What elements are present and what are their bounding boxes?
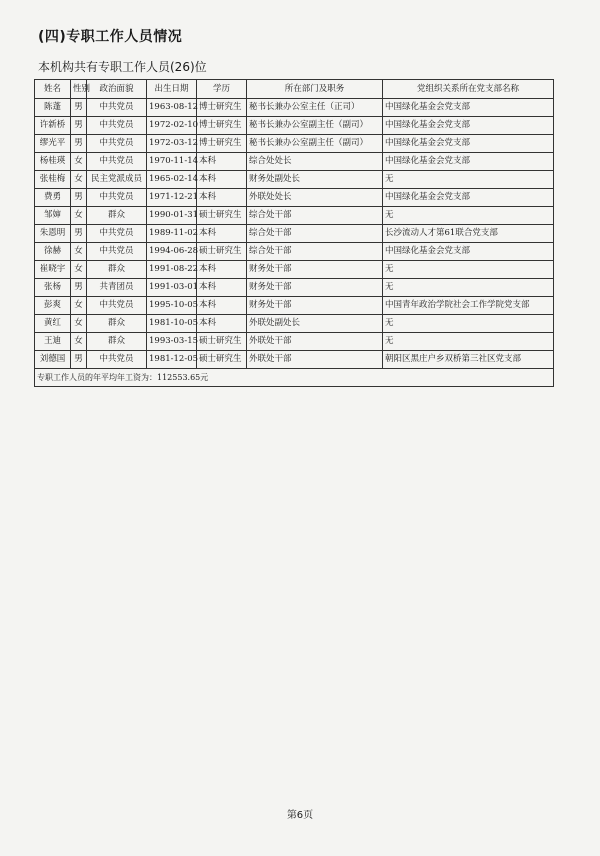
cell-name: 费勇	[35, 189, 71, 207]
cell-birth-date: 1972-03-12	[147, 135, 197, 153]
cell-position: 外联处干部	[247, 333, 383, 351]
table-row	[35, 207, 554, 225]
cell-birth-date: 1970-11-14	[147, 153, 197, 171]
cell-position: 财务处副处长	[247, 171, 383, 189]
cell-education: 本科	[197, 171, 247, 189]
table-footer-row	[35, 369, 554, 387]
cell-gender: 男	[71, 99, 87, 117]
table-row	[35, 225, 554, 243]
cell-gender: 男	[71, 225, 87, 243]
cell-gender: 男	[71, 351, 87, 369]
cell-party-branch: 中国绿化基金会党支部	[383, 189, 554, 207]
header-position: 所在部门及职务	[247, 80, 383, 99]
cell-gender: 女	[71, 297, 87, 315]
cell-name: 缪光平	[35, 135, 71, 153]
cell-political: 群众	[87, 207, 147, 225]
header-gender: 性别	[71, 80, 87, 99]
header-name: 姓名	[35, 80, 71, 99]
staff-table	[34, 79, 554, 387]
cell-education: 本科	[197, 297, 247, 315]
cell-education: 博士研究生	[197, 99, 247, 117]
cell-birth-date: 1972-02-10	[147, 117, 197, 135]
cell-name: 崔晓宇	[35, 261, 71, 279]
cell-party-branch: 无	[383, 279, 554, 297]
table-row	[35, 135, 554, 153]
cell-name: 张桂梅	[35, 171, 71, 189]
cell-gender: 男	[71, 279, 87, 297]
cell-birth-date: 1991-03-01	[147, 279, 197, 297]
cell-gender: 女	[71, 261, 87, 279]
section-title: (四)专职工作人员情况	[38, 29, 183, 45]
cell-name: 王迪	[35, 333, 71, 351]
cell-gender: 女	[71, 333, 87, 351]
cell-gender: 男	[71, 189, 87, 207]
cell-political: 共青团员	[87, 279, 147, 297]
cell-party-branch: 中国绿化基金会党支部	[383, 153, 554, 171]
cell-political: 群众	[87, 315, 147, 333]
cell-name: 陈蓬	[35, 99, 71, 117]
cell-political: 中共党员	[87, 243, 147, 261]
cell-position: 秘书长兼办公室副主任（副司）	[247, 135, 383, 153]
cell-party-branch: 无	[383, 207, 554, 225]
cell-party-branch: 中国绿化基金会党支部	[383, 243, 554, 261]
table-row	[35, 261, 554, 279]
cell-political: 中共党员	[87, 135, 147, 153]
table-row	[35, 99, 554, 117]
cell-gender: 男	[71, 135, 87, 153]
cell-name: 黄红	[35, 315, 71, 333]
cell-position: 财务处干部	[247, 297, 383, 315]
cell-party-branch: 中国绿化基金会党支部	[383, 135, 554, 153]
cell-education: 本科	[197, 279, 247, 297]
header-education: 学历	[197, 80, 247, 99]
cell-party-branch: 无	[383, 315, 554, 333]
cell-party-branch: 无	[383, 333, 554, 351]
cell-education: 硕士研究生	[197, 351, 247, 369]
table-row	[35, 351, 554, 369]
cell-political: 中共党员	[87, 351, 147, 369]
cell-education: 硕士研究生	[197, 207, 247, 225]
cell-name: 彭爽	[35, 297, 71, 315]
cell-party-branch: 无	[383, 261, 554, 279]
cell-political: 中共党员	[87, 153, 147, 171]
cell-gender: 女	[71, 153, 87, 171]
cell-birth-date: 1994-06-28	[147, 243, 197, 261]
cell-birth-date: 1963-08-12	[147, 99, 197, 117]
cell-political: 中共党员	[87, 225, 147, 243]
cell-name: 张杨	[35, 279, 71, 297]
cell-political: 群众	[87, 261, 147, 279]
cell-name: 许新桥	[35, 117, 71, 135]
table-row	[35, 171, 554, 189]
cell-name: 朱恩明	[35, 225, 71, 243]
cell-gender: 男	[71, 117, 87, 135]
cell-birth-date: 1991-08-22	[147, 261, 197, 279]
cell-education: 本科	[197, 315, 247, 333]
cell-name: 邹婶	[35, 207, 71, 225]
cell-birth-date: 1995-10-05	[147, 297, 197, 315]
cell-birth-date: 1993-03-15	[147, 333, 197, 351]
cell-position: 外联处干部	[247, 351, 383, 369]
cell-position: 综合处处长	[247, 153, 383, 171]
cell-political: 中共党员	[87, 99, 147, 117]
table-row	[35, 189, 554, 207]
header-party-branch: 党组织关系所在党支部名称	[383, 80, 554, 99]
cell-gender: 女	[71, 171, 87, 189]
cell-gender: 女	[71, 243, 87, 261]
cell-birth-date: 1981-12-05	[147, 351, 197, 369]
cell-position: 综合处干部	[247, 207, 383, 225]
cell-party-branch: 无	[383, 171, 554, 189]
cell-birth-date: 1971-12-21	[147, 189, 197, 207]
table-body	[35, 99, 554, 369]
cell-party-branch: 中国青年政治学院社会工作学院党支部	[383, 297, 554, 315]
cell-gender: 女	[71, 207, 87, 225]
cell-political: 中共党员	[87, 189, 147, 207]
cell-position: 秘书长兼办公室副主任（副司）	[247, 117, 383, 135]
cell-birth-date: 1981-10-05	[147, 315, 197, 333]
cell-political: 群众	[87, 333, 147, 351]
cell-political: 民主党派成员	[87, 171, 147, 189]
cell-gender: 女	[71, 315, 87, 333]
cell-position: 外联处处长	[247, 189, 383, 207]
cell-birth-date: 1990-01-31	[147, 207, 197, 225]
cell-birth-date: 1989-11-02	[147, 225, 197, 243]
cell-political: 中共党员	[87, 297, 147, 315]
cell-position: 外联处副处长	[247, 315, 383, 333]
table-header-row	[35, 80, 554, 99]
table-row	[35, 333, 554, 351]
cell-position: 财务处干部	[247, 261, 383, 279]
table-row	[35, 279, 554, 297]
table-row	[35, 297, 554, 315]
cell-party-branch: 长沙流动人才第61联合党支部	[383, 225, 554, 243]
cell-position: 综合处干部	[247, 243, 383, 261]
cell-education: 本科	[197, 225, 247, 243]
table-row	[35, 153, 554, 171]
header-political: 政治面貌	[87, 80, 147, 99]
table-row	[35, 117, 554, 135]
header-birth-date: 出生日期	[147, 80, 197, 99]
cell-birth-date: 1965-02-14	[147, 171, 197, 189]
average-salary-note: 专职工作人员的年平均年工资为：112553.65元	[35, 369, 554, 387]
cell-education: 博士研究生	[197, 135, 247, 153]
cell-name: 徐赫	[35, 243, 71, 261]
table-row	[35, 243, 554, 261]
cell-education: 硕士研究生	[197, 333, 247, 351]
table-row	[35, 315, 554, 333]
cell-party-branch: 朝阳区黑庄户乡双桥第三社区党支部	[383, 351, 554, 369]
cell-political: 中共党员	[87, 117, 147, 135]
cell-party-branch: 中国绿化基金会党支部	[383, 117, 554, 135]
cell-party-branch: 中国绿化基金会党支部	[383, 99, 554, 117]
cell-education: 博士研究生	[197, 117, 247, 135]
cell-education: 本科	[197, 261, 247, 279]
staff-count-subtitle: 本机构共有专职工作人员(26)位	[38, 60, 207, 74]
cell-education: 硕士研究生	[197, 243, 247, 261]
cell-education: 本科	[197, 189, 247, 207]
cell-position: 秘书长兼办公室主任（正司）	[247, 99, 383, 117]
cell-education: 本科	[197, 153, 247, 171]
cell-name: 刘德国	[35, 351, 71, 369]
cell-position: 综合处干部	[247, 225, 383, 243]
cell-position: 财务处干部	[247, 279, 383, 297]
page-number: 第6页	[286, 810, 314, 821]
cell-name: 杨桂瑛	[35, 153, 71, 171]
